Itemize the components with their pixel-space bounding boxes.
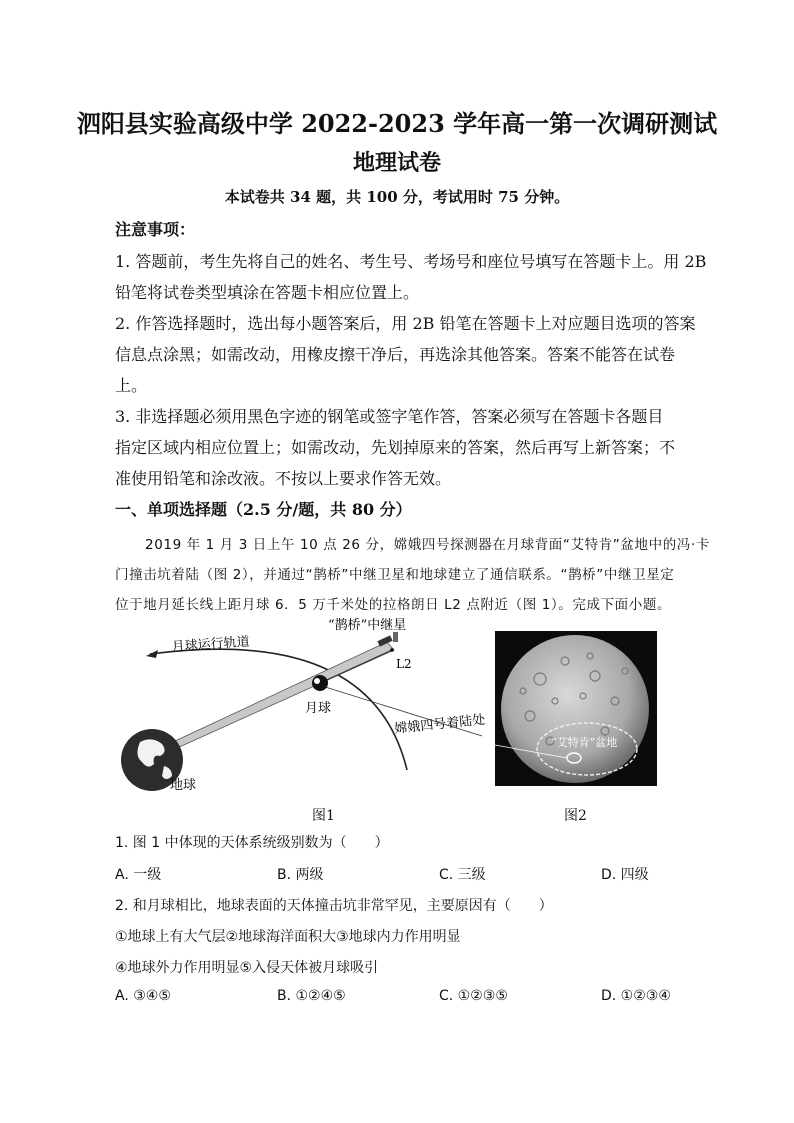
notice-line: 3. 非选择题必须用黑色字迹的钢笔或签字笔作答，答案必须写在答题卡各题目 bbox=[115, 407, 664, 426]
question-2-stem: 2. 和月球相比，地球表面的天体撞击坑非常罕见，主要原因有（ ） bbox=[115, 898, 553, 914]
figure2-caption: 图2 bbox=[564, 808, 587, 824]
exam-info: 本试卷共 34 题，共 100 分，考试用时 75 分钟。 bbox=[224, 188, 570, 206]
signal-beam bbox=[160, 642, 394, 754]
earth-label: 地球 bbox=[170, 778, 197, 793]
notice-line: 上。 bbox=[115, 376, 148, 395]
q2-statements: ④地球外力作用明显⑤入侵天体被月球吸引 bbox=[115, 960, 379, 976]
figure1-diagram bbox=[112, 618, 486, 793]
notice-line: 1. 答题前，考生先将自己的姓名、考生号、考场号和座位号填写在答题卡上。用 2B bbox=[115, 252, 707, 271]
basin-label: “艾特肯”盆地 bbox=[551, 736, 618, 749]
q2-option-b[interactable]: B. ①②④⑤ bbox=[277, 988, 346, 1004]
moon-to-l2-line bbox=[320, 650, 392, 683]
notice-line: 2. 作答选择题时，选出每小题答案后，用 2B 铅笔在答题卡上对应题目选项的答案 bbox=[115, 314, 696, 333]
notice-line: 指定区域内相应位置上；如需改动，先划掉原来的答案，然后再写上新答案；不 bbox=[115, 438, 676, 457]
q1-option-c[interactable]: C. 三级 bbox=[439, 867, 486, 883]
q2-option-d[interactable]: D. ①②③④ bbox=[601, 988, 671, 1004]
q2-statements: ①地球上有大气层②地球海洋面积大③地球内力作用明显 bbox=[115, 929, 461, 945]
moon bbox=[312, 675, 328, 691]
notice-line: 准使用铅笔和涂改液。不按以上要求作答无效。 bbox=[115, 469, 452, 488]
notice-line: 信息点涂黑；如需改动，用橡皮擦干净后，再选涂其他答案。答案不能答在试卷 bbox=[115, 345, 676, 364]
q1-option-b[interactable]: B. 两级 bbox=[277, 867, 324, 883]
question-1-stem: 1. 图 1 中体现的天体系统级别数为（ ） bbox=[115, 835, 389, 851]
stem-line: 门撞击坑着陆（图 2），并通过“鹊桥”中继卫星和地球建立了通信联系。“鹊桥”中继卫星定 bbox=[115, 567, 675, 583]
l2-label: L2 bbox=[396, 657, 412, 671]
q1-option-a[interactable]: A. 一级 bbox=[115, 867, 162, 883]
orbit-arrowhead bbox=[146, 650, 158, 658]
exam-title: 泗阳县实验高级中学 2022-2023 学年高一第一次调研测试 bbox=[76, 109, 718, 138]
l2-point bbox=[390, 648, 394, 652]
stem-line: 2019 年 1 月 3 日上午 10 点 26 分，嫦娥四号探测器在月球背面“艾特肯”盆地中的冯·卡 bbox=[145, 537, 710, 553]
notice-line: 铅笔将试卷类型填涂在答题卡相应位置上。 bbox=[115, 283, 420, 302]
exam-subtitle: 地理试卷 bbox=[352, 150, 441, 176]
figure1-caption: 图1 bbox=[312, 808, 335, 824]
q2-option-a[interactable]: A. ③④⑤ bbox=[115, 988, 171, 1004]
landing-label: 嫦娥四号着陆处 bbox=[393, 712, 486, 737]
orbit-label: 月球运行轨道 bbox=[171, 634, 251, 655]
figure2-moon-photo bbox=[495, 631, 657, 786]
moon-highlight bbox=[314, 678, 320, 684]
moon-disk bbox=[501, 635, 649, 783]
q2-option-c[interactable]: C. ①②③⑤ bbox=[439, 988, 508, 1004]
moon-label: 月球 bbox=[305, 701, 332, 716]
section-title: 一、单项选择题（2.5 分/题，共 80 分） bbox=[115, 500, 412, 519]
moon-orbit-arc bbox=[150, 649, 407, 770]
notice-heading: 注意事项： bbox=[115, 220, 196, 239]
relay-label: “鹊桥”中继星 bbox=[328, 618, 407, 633]
q1-option-d[interactable]: D. 四级 bbox=[601, 867, 649, 883]
stem-line: 位于地月延长线上距月球 6．5 万千米处的拉格朗日 L2 点附近（图 1）。完成下面小题。 bbox=[115, 597, 672, 613]
